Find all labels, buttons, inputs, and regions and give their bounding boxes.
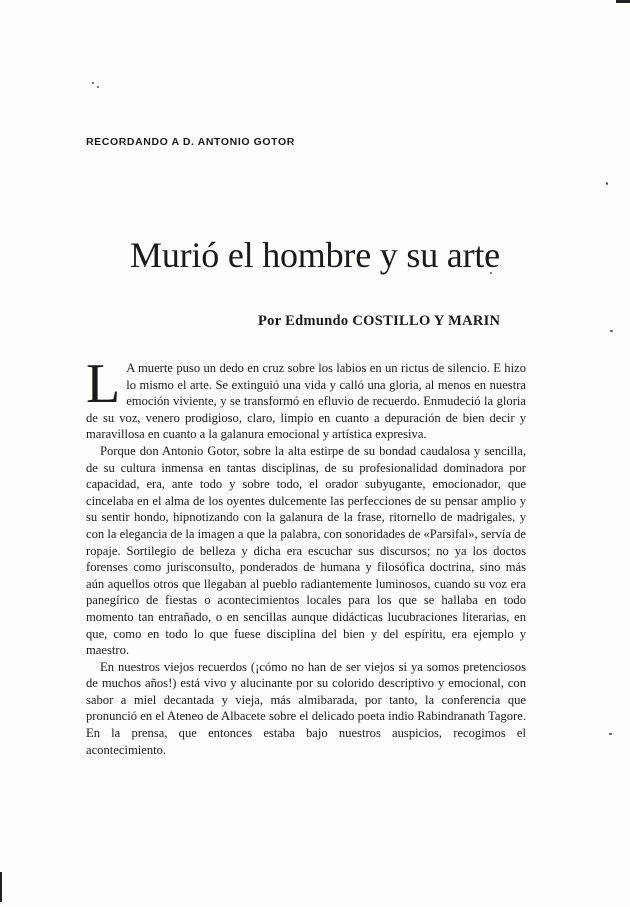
article-paragraph: En nuestros viejos recuerdos (¡cómo no han de ser viejos si ya somos pretenciosos de muchos años!) está vivo y alucinante por su colorido descriptivo y emocional, con sabor a miel decantada y vieja, más almibarada, por tanto, la conferencia que pronunció en el Ateneo de Albacete sobre el delicado poeta indio Rabindranath Tagore. En la prensa, que entonces estaba bajo nuestros auspicios, recogimos el acontecimiento. bbox=[86, 659, 526, 757]
article-body bbox=[86, 353, 526, 758]
scan-speck bbox=[610, 330, 613, 332]
scan-edge-mark bbox=[616, 0, 630, 3]
article-title: Murió el hombre y su arte bbox=[130, 235, 500, 275]
paragraph-text: A muerte puso un dedo en cruz sobre los labios en un rictus de silencio. E hizo lo mismo el arte. Se extinguió una vida y calló una gloria, al menos en nuestra emoción viviente, y se transformó en efluvio de recuerdo. Enmudeció la gloria de su voz, venero prodigioso, claro, limpio en cuanto a depuración de bien decir y maravillosa en cuanto a la galanura emocional y artística expresiva. bbox=[86, 361, 526, 442]
scan-speck bbox=[609, 733, 612, 735]
article-byline: Por Edmundo COSTILLO Y MARIN bbox=[258, 313, 501, 329]
drop-cap: L bbox=[86, 353, 121, 415]
section-kicker: RECORDANDO A D. ANTONIO GOTOR bbox=[86, 136, 295, 148]
article-paragraph bbox=[86, 353, 526, 443]
scan-speck bbox=[606, 182, 608, 185]
article-paragraph: Porque don Antonio Gotor, sobre la alta estirpe de su bondad caudalosa y sencilla, de su cultura inmensa en tantas disciplinas, de su profesionalidad dominadora por capacidad, era, ante todo y sobre todo, el orador subyugante, emocionador, que cincelaba en el alma de los oyentes dulcemente las perfecciones de su pensar amplio y su sentir hondo, hipnotizando con la galanura de la frase, ritornello de madrigales, y con la elegancia de la imagen a que la palabra, con sonoridades de «Parsifal», servía de ropaje. Sortilegio de belleza y dicha era escuchar sus discursos; no ya los doctos forenses como jurisconsulto, ponderados de humana y filosófica doctrina, sino más aún aquellos otros que llegaban al pueblo radiantemente luminosos, cuando su voz era panegírico de fiestas o acontecimientos locales para los que se hallaba en todo momento tan entrañado, o en sencillas aunque didácticas lucubraciones literarias, en que, como en todo lo que fuese disciplina del bien y del espíritu, era ejemplo y maestro. bbox=[86, 443, 526, 658]
scan-speck bbox=[92, 82, 94, 84]
scan-edge-mark bbox=[0, 872, 2, 902]
scan-speck bbox=[97, 86, 99, 88]
